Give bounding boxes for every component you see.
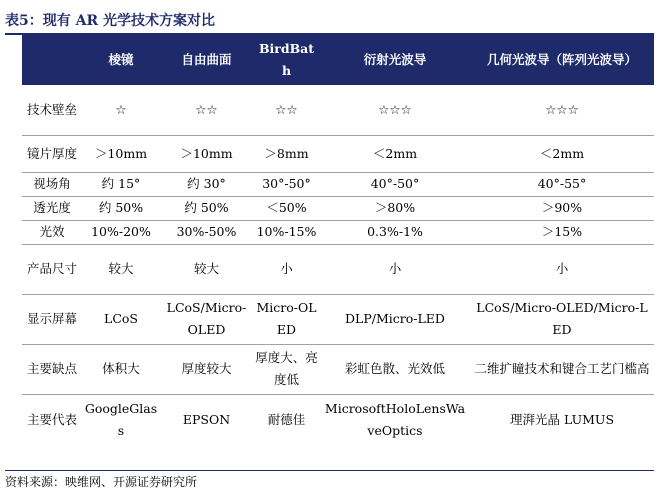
table-cell: ＞80% — [320, 196, 470, 220]
table-cell: 体积大 — [82, 344, 160, 394]
table-row — [22, 85, 654, 135]
bottom-rule — [5, 470, 654, 471]
row-label: 技术壁垒 — [26, 101, 77, 117]
table-cell: GoogleGlass — [82, 394, 160, 445]
table-cell: 理湃光晶 LUMUS — [470, 394, 654, 445]
table-cell: ＞8mm — [253, 135, 320, 172]
row-label: 产品尺寸 — [22, 244, 82, 294]
header-corner — [22, 35, 82, 85]
row-label: 显示屏幕 — [22, 294, 82, 344]
table-cell: LCoS/Micro-OLED — [160, 294, 253, 344]
comparison-table — [22, 35, 654, 445]
table-cell: DLP/Micro-LED — [320, 294, 470, 344]
table-cell: 厚度较大 — [160, 344, 253, 394]
table-header-row — [22, 35, 654, 85]
table-row — [22, 394, 654, 445]
row-label: 主要代表 — [22, 394, 82, 445]
table-cell: 二维扩瞳技术和键合工艺门槛高 — [470, 344, 654, 394]
table-cell: ☆☆ — [275, 101, 298, 117]
table-cell: 40°-50° — [320, 172, 470, 196]
table-cell: ＞15% — [470, 220, 654, 244]
table-cell: 厚度大、亮度低 — [253, 344, 320, 394]
table-cell: Micro-OLED — [253, 294, 320, 344]
table-cell: 小 — [470, 244, 654, 294]
table-cell: ☆ — [115, 101, 127, 117]
table-row — [22, 294, 654, 344]
table-cell: 约 15° — [82, 172, 160, 196]
table-cell: 约 30° — [160, 172, 253, 196]
table-cell: 彩虹色散、光效低 — [320, 344, 470, 394]
table-cell: LCoS — [82, 294, 160, 344]
row-label: 透光度 — [22, 196, 82, 220]
row-label: 镜片厚度 — [22, 135, 82, 172]
row-label: 视场角 — [22, 172, 82, 196]
table-cell: 30°-50° — [253, 172, 320, 196]
table-cell: ＜50% — [253, 196, 320, 220]
table-cell: 10%-15% — [253, 220, 320, 244]
table-cell: 小 — [253, 244, 320, 294]
table-cell: ☆☆☆ — [378, 101, 412, 117]
table-cell: ＞10mm — [160, 135, 253, 172]
row-label: 光效 — [22, 220, 82, 244]
table-cell: MicrosoftHoloLensWaveOptics — [320, 394, 470, 445]
table-cell: EPSON — [160, 394, 253, 445]
table-cell: 较大 — [160, 244, 253, 294]
column-header: 几何光波导（阵列光波导） — [470, 35, 654, 85]
column-header: BirdBath — [253, 35, 320, 85]
table-row — [22, 135, 654, 172]
table-cell: 10%-20% — [82, 220, 160, 244]
table-cell: ＜2mm — [470, 135, 654, 172]
table-row — [22, 196, 654, 220]
column-header: 棱镜 — [82, 35, 160, 85]
table-cell: 耐德佳 — [253, 394, 320, 445]
table-row — [22, 344, 654, 394]
table-cell: 较大 — [82, 244, 160, 294]
table-row — [22, 172, 654, 196]
table-cell: LCoS/Micro-OLED/Micro-LED — [470, 294, 654, 344]
table-row — [22, 220, 654, 244]
table-cell: 约 50% — [160, 196, 253, 220]
table-cell: ＞90% — [470, 196, 654, 220]
row-label: 主要缺点 — [22, 344, 82, 394]
column-header: 自由曲面 — [160, 35, 253, 85]
table-cell: 0.3%-1% — [320, 220, 470, 244]
column-header: 衍射光波导 — [320, 35, 470, 85]
table-cell: ＜2mm — [320, 135, 470, 172]
source-note: 资料来源：映维网、开源证券研究所 — [5, 475, 198, 489]
table-cell: 30%-50% — [160, 220, 253, 244]
table-cell: ☆☆ — [195, 101, 218, 117]
table-title: 表5：现有 AR 光学技术方案对比 — [5, 13, 215, 29]
table-cell: 约 50% — [82, 196, 160, 220]
table-cell: ＞10mm — [82, 135, 160, 172]
table-body — [22, 85, 654, 445]
table-cell: 40°-55° — [470, 172, 654, 196]
table-cell: ☆☆☆ — [545, 101, 579, 117]
table-cell: 小 — [320, 244, 470, 294]
table-row — [22, 244, 654, 294]
